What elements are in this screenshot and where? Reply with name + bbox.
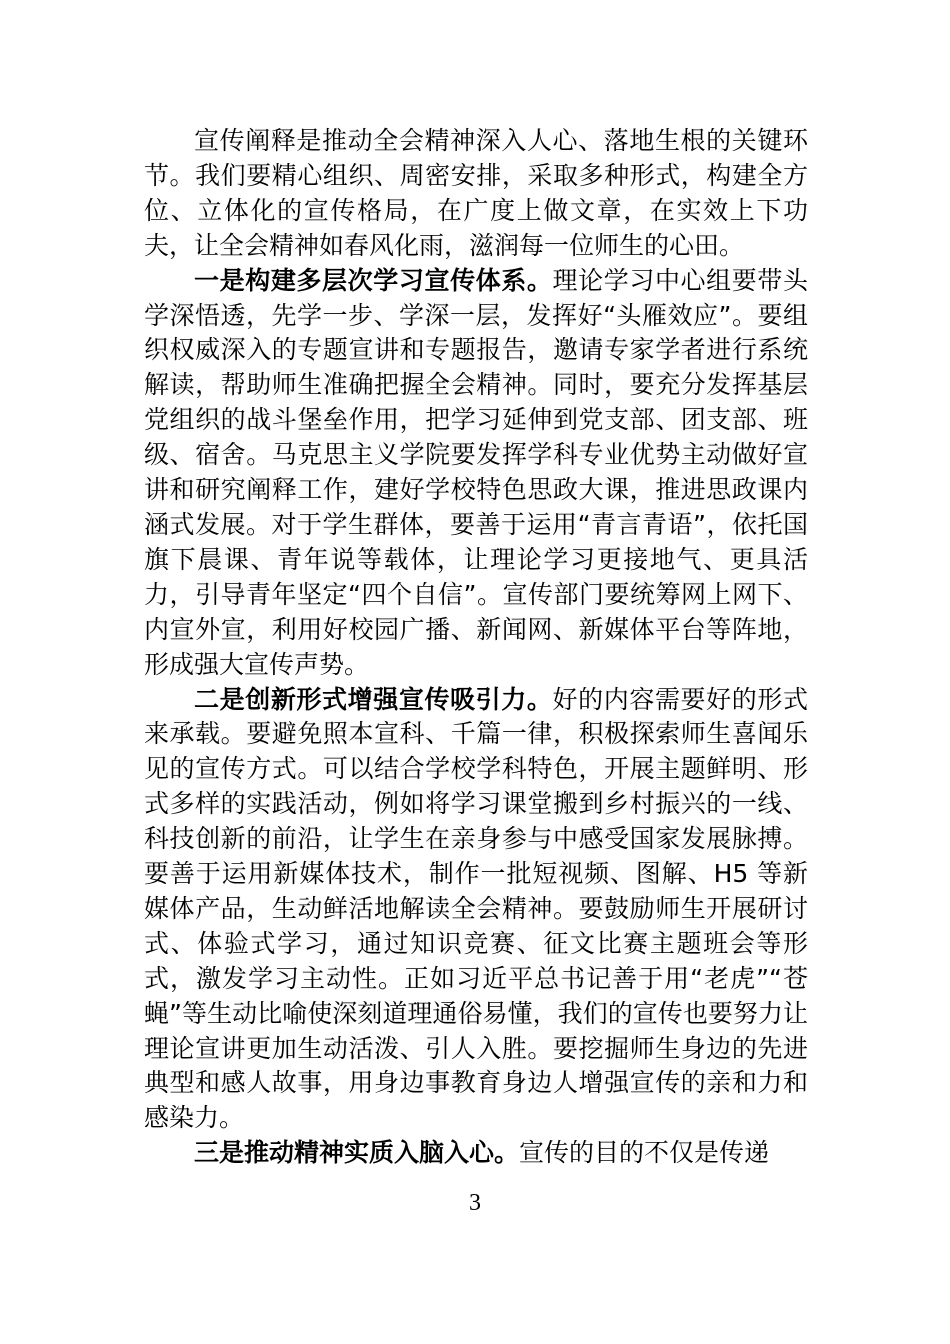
paragraph-lead: 二是创新形式增强宣传吸引力。 xyxy=(194,684,553,714)
paragraph-body: 宣传阐释是推动全会精神深入人心、落地生根的关键环节。我们要精心组织、周密安排，采取多种形式，构建全方位、立体化的宣传格局，在广度上做文章，在实效上下功夫，让全会精神如春风化雨，滋润每一位师生的心田。 xyxy=(144,126,808,260)
paragraph-body: 理论学习中心组要带头学深悟透，先学一步、学深一层，发挥好“头雁效应”。要组织权威深入的专题宣讲和专题报告，邀请专家学者进行系统解读，帮助师生准确把握全会精神。同时，要充分发挥基层党组织的战斗堡垒作用，把学习延伸到党支部、团支部、班级、宿舍。马克思主义学院要发挥学科专业优势主动做好宣讲和研究阐释工作，建好学校特色思政大课，推进思政课内涵式发展。对于学生群体，要善于运用“青言青语”，依托国旗下晨课、青年说等载体，让理论学习更接地气、更具活力，引导青年坚定“四个自信”。宣传部门要统筹网上网下、内宣外宣，利用好校园广播、新闻网、新媒体平台等阵地，形成强大宣传声势。 xyxy=(144,265,808,679)
paragraph-body: 好的内容需要好的形式来承载。要避免照本宣科、千篇一律，积极探索师生喜闻乐见的宣传方式。可以结合学校学科特色，开展主题鲜明、形式多样的实践活动，例如将学习课堂搬到乡村振兴的一线、科技创新的前沿，让学生在亲身参与中感受国家发展脉搏。要善于运用新媒体技术，制作一批短视频、图解、H5 等新媒体产品，生动鲜活地解读全会精神。要鼓励师生开展研讨式、体验式学习，通过知识竞赛、征文比赛主题班会等形式，激发学习主动性。正如习近平总书记善于用“老虎”“苍蝇”等生动比喻使深刻道理通俗易懂，我们的宣传也要努力让理论宣讲更加生动活泼、引人入胜。要挖掘师生身边的先进典型和感人故事，用身边事教育身边人增强宣传的亲和力和感染力。 xyxy=(144,684,808,1133)
paragraph-point-two xyxy=(144,683,808,1137)
paragraph-lead: 一是构建多层次学习宣传体系。 xyxy=(194,265,553,295)
paragraph-point-three xyxy=(144,1136,808,1171)
paragraph-point-one xyxy=(144,264,808,683)
paragraph-intro xyxy=(144,124,808,264)
page-number: 3 xyxy=(469,1190,481,1216)
paragraph-body: 宣传的目的不仅是传递 xyxy=(519,1138,770,1168)
paragraph-lead: 三是推动精神实质入脑入心。 xyxy=(194,1138,520,1168)
body-text xyxy=(144,124,808,1171)
